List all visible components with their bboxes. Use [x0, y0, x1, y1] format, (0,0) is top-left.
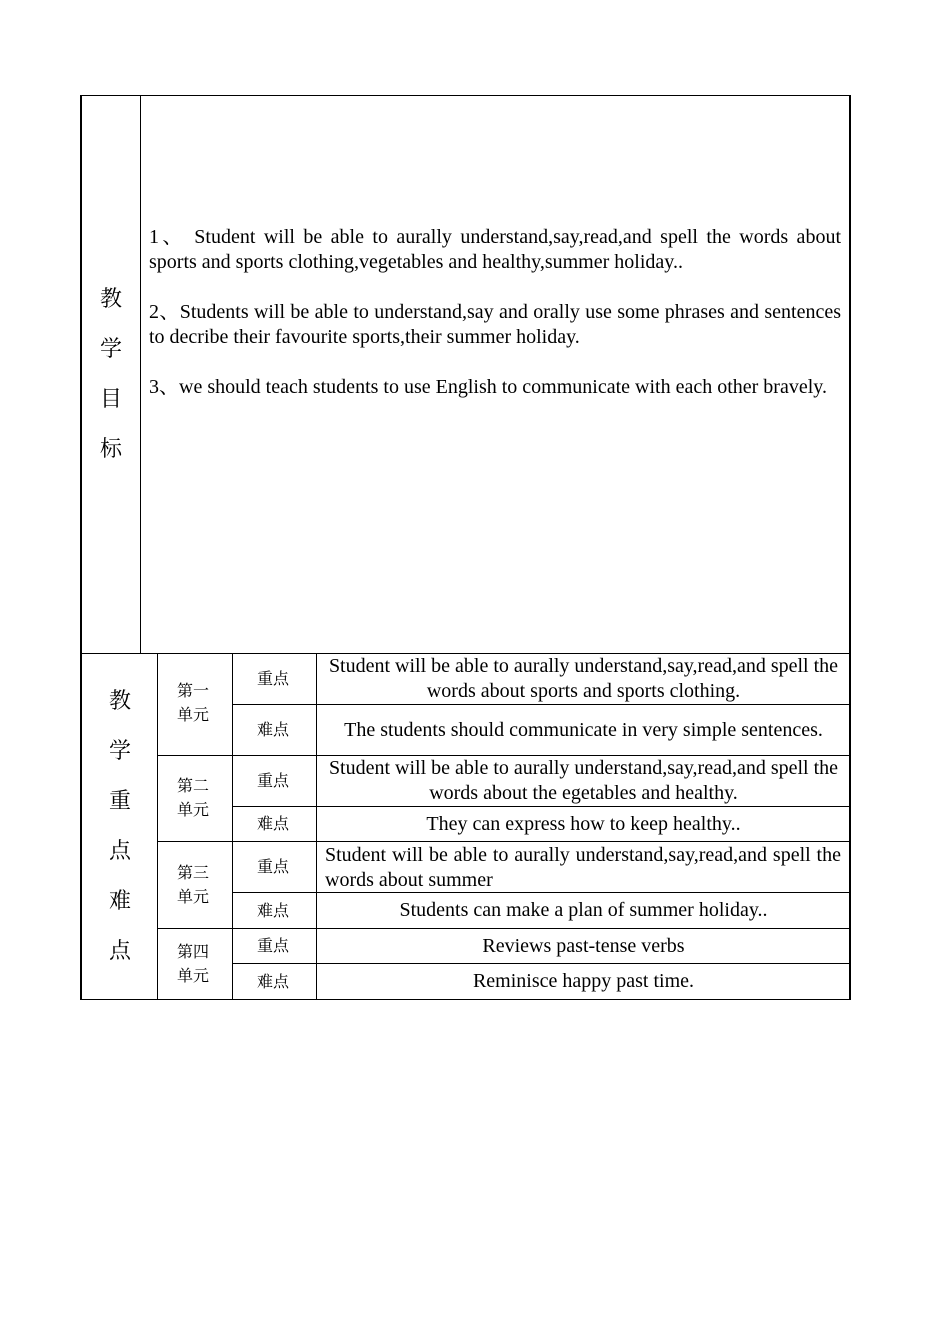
content-cell: [318, 654, 849, 704]
unit-label: 第二单元: [177, 776, 210, 819]
type-label-difficult: 难点: [257, 814, 290, 833]
content-cell: [318, 964, 849, 999]
table-top-border: [81, 95, 851, 96]
content-text: They can express how to keep healthy..: [426, 812, 741, 835]
label-char: 难: [108, 889, 131, 914]
type-label-key: 重点: [257, 669, 290, 688]
content-cell: [318, 929, 849, 963]
objectives-label-divider: [140, 95, 141, 653]
table-left-border: [80, 95, 82, 1000]
unit-label: 第一单元: [177, 681, 210, 724]
label-char: 学: [99, 337, 122, 362]
type-label-difficult: 难点: [257, 720, 290, 739]
content-cell: [318, 893, 849, 928]
content-text: The students should communicate in very simple sentences.: [344, 718, 823, 741]
content-cell: [318, 705, 849, 755]
type-label-key: 重点: [257, 936, 290, 955]
content-text: Reminisce happy past time.: [472, 970, 695, 992]
content-cell: [318, 756, 849, 806]
type-label-key: 重点: [257, 857, 290, 876]
content-text: Student will be able to aurally understand,say,read,and spell the words about the egetables and healthy.: [328, 757, 839, 804]
label-char: 重: [108, 789, 131, 814]
label-char: 教: [108, 689, 131, 714]
content-text: Student will be able to aurally understand,say,read,and spell the words about summer: [325, 844, 841, 891]
objective-item: 2、Students will be able to understand,say and orally use some phrases and sentences to decribe their favourite sports,their summer holiday.: [149, 301, 841, 348]
objective-item: 3、we should teach students to use English to communicate with each other bravely.: [149, 376, 827, 398]
type-label-difficult: 难点: [257, 972, 290, 991]
type-label-difficult: 难点: [257, 901, 290, 920]
label-char: 点: [108, 839, 131, 864]
content-text: Student will be able to aurally understand,say,read,and spell the words about sports and sports clothing.: [328, 655, 839, 702]
label-char: 教: [99, 287, 122, 312]
unit-separator: [157, 841, 850, 842]
objective-item: 1、 Student will be able to aurally understand,say,read,and spell the words about sports and sports clothing,vegetables and healthy,summer holiday..: [149, 226, 841, 273]
keypoints-label-divider: [157, 653, 158, 999]
table-bottom-border: [81, 999, 851, 1000]
label-char: 学: [108, 739, 131, 764]
table-right-border: [849, 95, 851, 1000]
label-char: 标: [99, 437, 122, 462]
unit-label: 第四单元: [177, 942, 210, 985]
label-char: 点: [108, 939, 131, 964]
content-text: Students can make a plan of summer holiday..: [399, 899, 768, 921]
type-label-key: 重点: [257, 771, 290, 790]
content-cell: [318, 807, 849, 841]
content-text: Reviews past-tense verbs: [482, 934, 685, 957]
unit-label: 第三单元: [177, 863, 210, 906]
label-char: 目: [99, 387, 122, 412]
